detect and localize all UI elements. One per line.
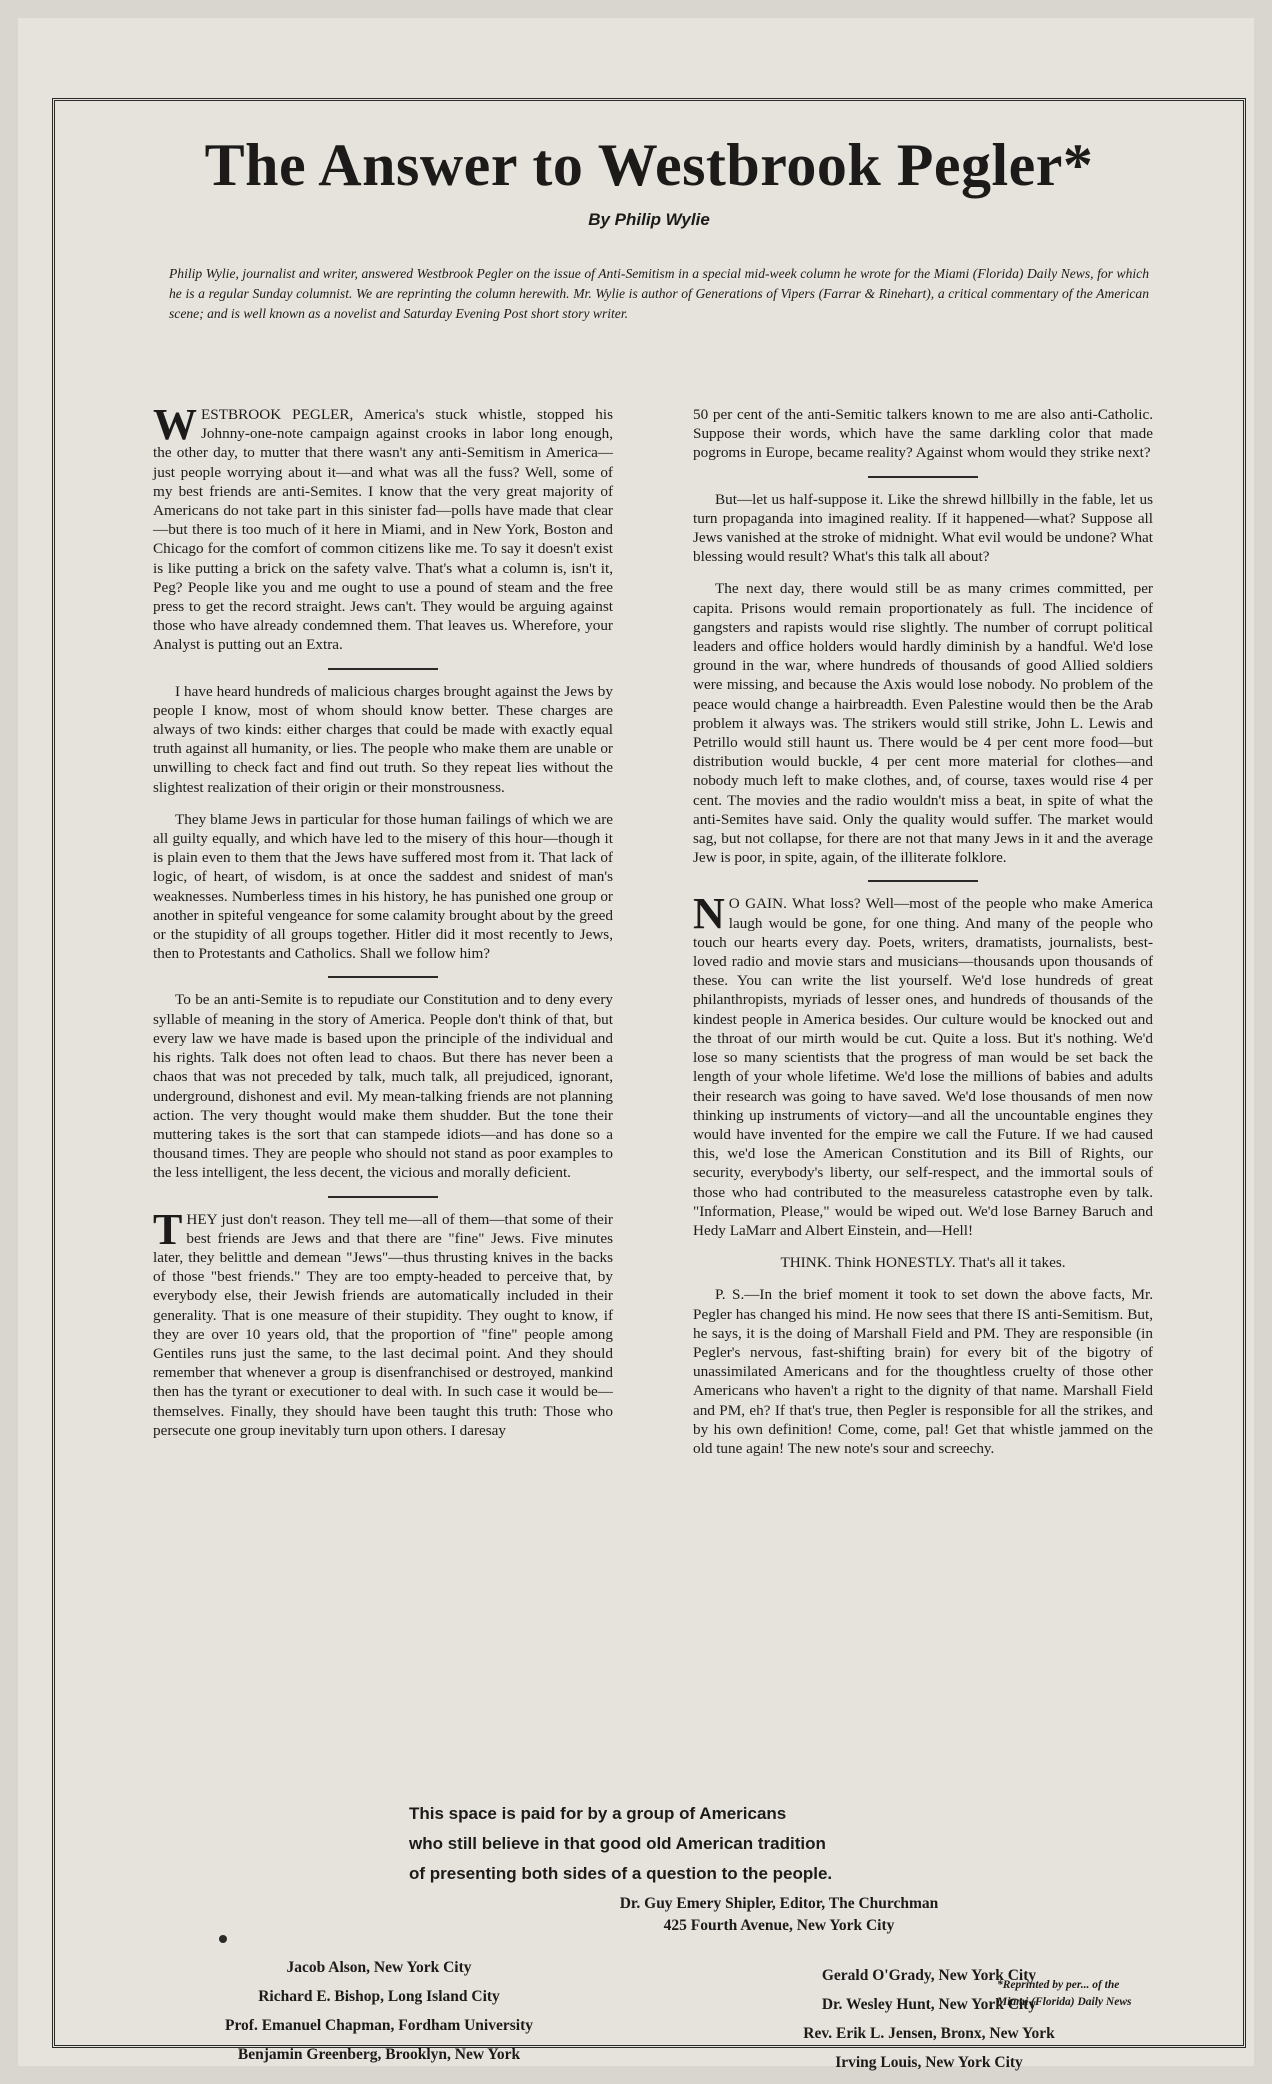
signers-left	[189, 1953, 569, 2069]
newspaper-page	[18, 18, 1254, 2071]
paragraph: THEY just don't reason. They tell me—all of them—that some of their best friends are Jews and that there are "fine" Jews. Five minutes later, they belittle and demean "Jews"—thus thrusting knives in the backs of those "best friends." They are too empty-headed to perceive that, by everybody else, their Jewish friends are automatically included in their generality. That is one measure of their stupidity. They ought to know, if they are over 10 years old, that the proportion of "fine" people among Gentiles runs just the same, to the last decimal point. And they should remember that whenever a group is disenfranchised or destroyed, mankind then has the tyrant or executioner to deal with. In such case it would be—themselves. Finally, they should have been taught this truth: Those who persecute one group inevitably turn upon others. I daresay	[153, 1204, 613, 1439]
signer: Irving Louis, New York City	[835, 2054, 1023, 2071]
paragraph: THINK. Think HONESTLY. That's all it takes.	[780, 1254, 1066, 1272]
text-columns	[153, 400, 1153, 1471]
paragraph: They blame Jews in particular for those human failings of which we are all guilty equally, and which have led to the misery of this hour—though it is plain even to them that the Jews have suffered most from it. That lack of logic, of heart, of wisdom, is at once the saddest and snidest of man's weaknesses. Numberless times in his history, he has punished one group or another in spiteful vengeance for some calamity brought about by the greed or the stupidity of all groups together. Hitler did it most recently to Jews, then to Protestants and Catholics. Shall we follow him?	[153, 810, 613, 963]
byline: By Philip Wylie	[588, 210, 710, 229]
drop-cap: T	[153, 1204, 183, 1254]
intro-note: Philip Wylie, journalist and writer, answered Westbrook Pegler on the issue of Anti-Semitism in a special mid-week column he wrote for the Miami (Florida) Daily News, for which he is a regular Sunday columnist. We are reprinting the column herewith. Mr. Wylie is author of Generations of Vipers (Farrar & Rinehart), a critical commentary of the American scene; and is well known as a novelist and Saturday Evening Post short story writer.	[169, 266, 1149, 321]
paragraph: I have heard hundreds of malicious charges brought against the Jews by people I know, most of whom should know better. These charges are always of two kinds: either charges that could be made with exactly equal truth against all humanity, or lies. The people who make them are unable or unwilling to check fact and find out truth. So they repeat lies without the slightest realization of their origin or their monstrousness.	[153, 682, 613, 796]
signer: Benjamin Greenberg, Brooklyn, New York	[237, 2046, 521, 2063]
reprint-credit: *Reprinted by per... of the Miami (Florida) Daily News	[997, 1979, 1132, 2008]
paragraph: To be an anti-Semite is to repudiate our Constitution and to deny every syllable of meaning in the story of America. People don't think of that, but every law we have made is based upon the principle of the individual and his rights. Talk does not often lead to chaos. But there has never been a chaos that was not preceded by talk, much talk, all prejudiced, ignorant, underground, dishonest and evil. My mean-talking friends are not planning action. The very thought would make them shudder. But the tone their muttering takes is the sort that can stampede idiots—and has done so a thousand times. They are people who should not stand as poor examples to the less intelligent, the less decent, the vicious and morally deficient.	[153, 991, 613, 1182]
paragraph: But—let us half-suppose it. Like the shrewd hillbilly in the fable, let us turn propaganda into imagined reality. If it happened—what? Suppose all Jews vanished at the stroke of midnight. What evil would be undone? What blessing would result? What's this talk all about?	[693, 490, 1153, 566]
drop-cap: W	[153, 400, 197, 449]
section-rule	[868, 880, 978, 882]
paragraph: P. S.—In the brief moment it took to set down the above facts, Mr. Pegler has changed his mind. He now sees that there IS anti-Semitism. But, he says, it is the doing of Marshall Field and PM. They are responsible (in Pegler's nervous, fast-shifting brain) for every bit of the bigotry of unassimilated Americans and for the thoughtless cruelty of those other Americans who haven't a right to the dignity of that name. Marshall Field and PM, eh? If that's true, then Pegler is responsible for all the strikes, and by his own definition! Come, come, pal! Get that whistle jammed on the old tune again! The new note's sour and screechy.	[693, 1286, 1153, 1457]
paragraph: The next day, there would still be as many crimes committed, per capita. Prisons would remain proportionately as full. The incidence of gangsters and rapists would rise slightly. The number of corrupt political leaders and office holders would hardly diminish by a handful. We'd lose ground in the war, where hundreds of thousands of good Allied soldiers were missing, and because the Axis would lose nobody. No problem of the peace would change a hairbreadth. Even Palestine would then be the Arab problem it always was. The strikers would still strike, John L. Lewis and Petrillo would still haunt us. There would be 4 per cent more food—but distribution would buckle, 4 per cent more material for clothes—and nobody much left to make clothes, and, of course, taxes would rise 4 per cent. The movies and the radio wouldn't miss a beat, in spite of what the anti-Semites have said. Only the quality would suffer. The market would sag, but not collapse, for there are not that many Jews in it and the average Jew is poor, in spite, again, of the illiterate folklore.	[693, 580, 1153, 867]
article-frame	[52, 98, 1246, 2071]
section-rule	[328, 668, 438, 670]
signer: Prof. Emanuel Chapman, Fordham University	[224, 2017, 533, 2034]
editor-credit: Dr. Guy Emery Shipler, Editor, The Churchman 425 Fourth Avenue, New York City	[619, 1895, 939, 1934]
signer: Dr. Wesley Hunt, New York City	[821, 1996, 1037, 2013]
article-body	[79, 115, 1219, 2071]
drop-cap: N	[693, 889, 725, 939]
paragraph: N O GAIN. What loss? Well—most of the people who make America laugh would be gone, for one thing. And many of the people who touch our hearts every day. Poets, writers, dramatists, journalists, best-loved radio and movie stars and musicians—thousands upon thousands of these. You can write the list yourself. We'd lose hundreds of great philanthropists, myriads of lesser ones, and hundreds of thousands of the kindest people in America besides. Our culture would be knocked out and the throat of our mirth would be cut. Quite a loss. But it's nothing. We'd lose so many scientists that the progress of man would be set back the length of your whole lifetime. We'd lose the millions of babies and adults their research was going to have saved. We'd lose thousands of men now thinking up instruments of victory—and all the uncountable engines they would have invented for the empire we call the Future. If we had caused this, we'd lose the American Constitution and its Bill of Rights, our security, everybody's liberty, our self-respect, and the immortal souls of those who had contributed to the measureless catastrophe even by talk. "Information, Please," would be wiped out. We'd lose Barney Baruch and Hedy LaMarr and Albert Einstein, and—Hell!	[693, 889, 1153, 1239]
section-rule	[328, 976, 438, 978]
headline: The Answer to Westbrook Pegler*	[204, 132, 1094, 198]
paragraph: 50 per cent of the anti-Semitic talkers known to me are also anti-Catholic. Suppose their words, which have the same darkling color that made pogroms in Europe, became reality? Against whom would they strike next?	[693, 406, 1153, 462]
section-rule	[868, 476, 978, 478]
left-column	[153, 400, 613, 1471]
paragraph: WESTBROOK PEGLER, America's stuck whistle, stopped his Johnny-one-note campaign against crooks in labor long enough, the other day, to mutter that there wasn't any anti-Semitism in America—just people worrying about it—and what was all the fuss? Well, some of my best friends are anti-Semites. I know that the very great majority of Americans do not take part in this sinister fad—polls have made that clear—but there is too much of it here in Miami, and in New York, Boston and Chicago for the comfort of common citizens like me. To say it doesn't exist is like putting a brick on the safety valve. That's what a column is, isn't it, Peg? People like you and me ought to use a pound of steam and the free press to get the record straight. Jews can't. They would be arguing against those who have already condemned them. That leaves us. Wherefore, your Analyst is putting out an Extra.	[153, 400, 613, 654]
signer: Gerald O'Grady, New York City	[821, 1967, 1037, 1984]
paid-notice: This space is paid for by a group of Americans who still believe in that good old American tradition of presenting both sides of a question to the people.	[409, 1804, 833, 1883]
right-column	[693, 405, 1153, 1471]
section-rule	[328, 1196, 438, 1198]
ink-spot	[219, 1935, 227, 1943]
signer: Richard E. Bishop, Long Island City	[258, 1988, 500, 2005]
signer: Jacob Alson, New York City	[286, 1959, 472, 1976]
signer: Rev. Erik L. Jensen, Bronx, New York	[803, 2025, 1055, 2042]
